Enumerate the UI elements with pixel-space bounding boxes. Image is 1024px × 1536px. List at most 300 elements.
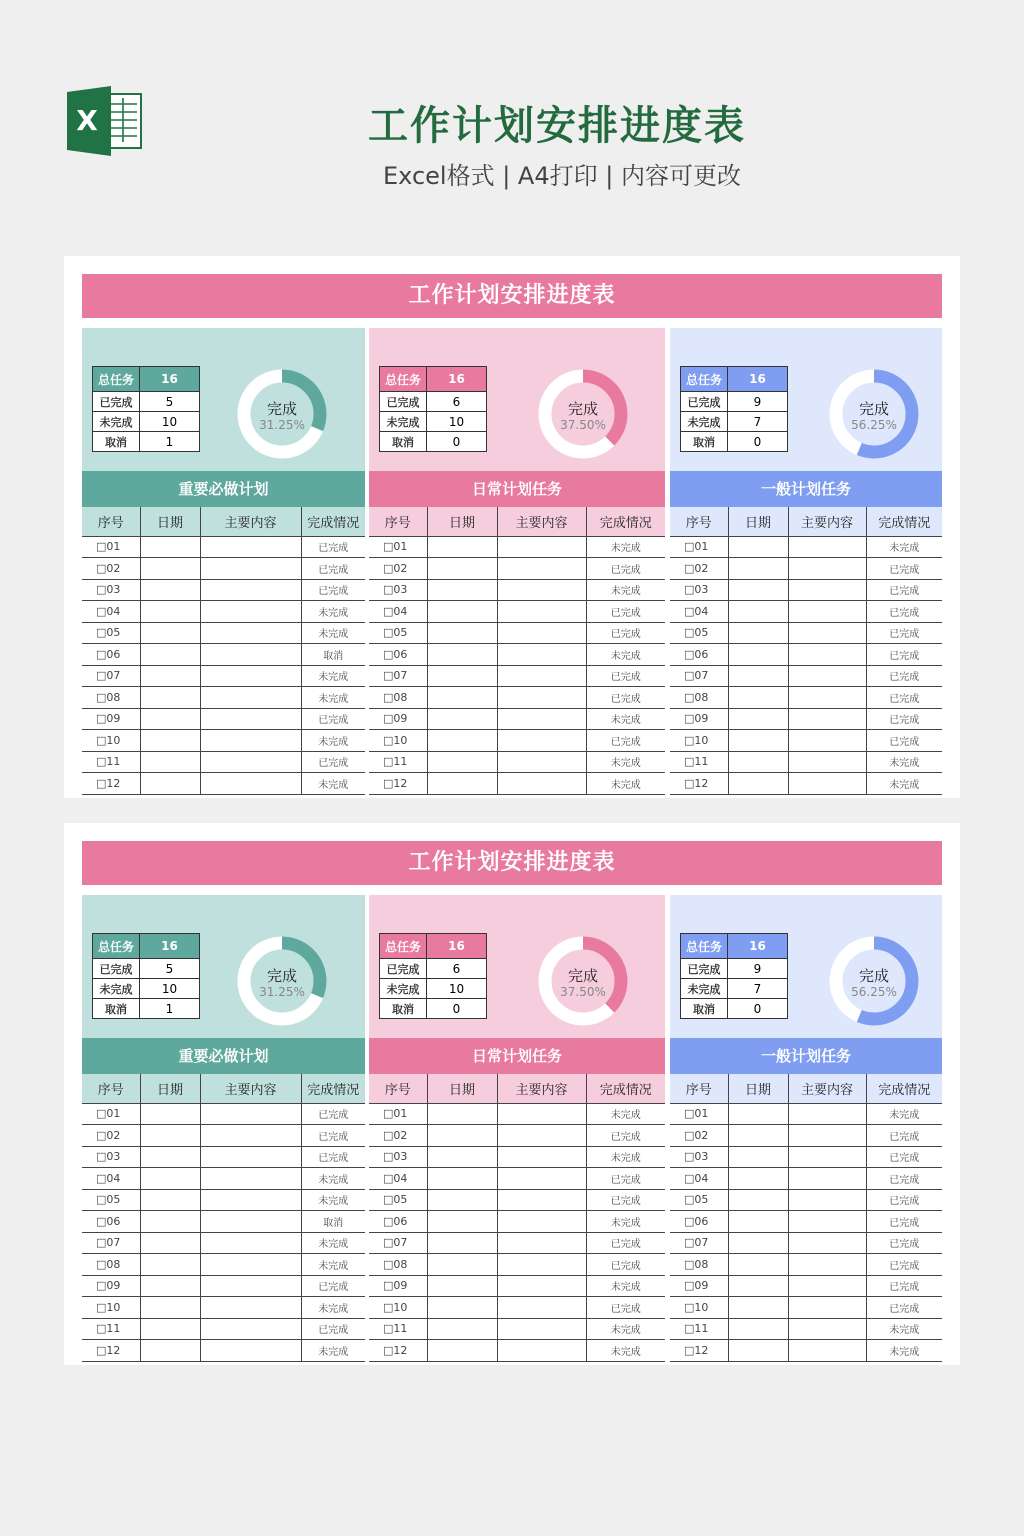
date-cell[interactable] xyxy=(140,1189,200,1211)
row-number-checkbox[interactable]: □01 xyxy=(369,536,427,558)
row-number-checkbox[interactable]: □10 xyxy=(369,1297,427,1319)
row-number-checkbox[interactable]: □11 xyxy=(670,1318,728,1340)
content-cell[interactable] xyxy=(497,1168,586,1190)
status-cell[interactable]: 已完成 xyxy=(301,1146,365,1168)
row-number-checkbox[interactable]: □10 xyxy=(82,1297,140,1319)
date-cell[interactable] xyxy=(728,773,788,795)
date-cell[interactable] xyxy=(427,1189,497,1211)
status-cell[interactable]: 已完成 xyxy=(866,558,942,580)
date-cell[interactable] xyxy=(140,558,200,580)
status-cell[interactable]: 未完成 xyxy=(586,773,665,795)
row-number-checkbox[interactable]: □07 xyxy=(670,665,728,687)
status-cell[interactable]: 已完成 xyxy=(586,1254,665,1276)
content-cell[interactable] xyxy=(200,1103,301,1125)
row-number-checkbox[interactable]: □06 xyxy=(670,644,728,666)
status-cell[interactable]: 已完成 xyxy=(301,708,365,730)
date-cell[interactable] xyxy=(140,1146,200,1168)
status-cell[interactable]: 已完成 xyxy=(586,1297,665,1319)
status-cell[interactable]: 已完成 xyxy=(301,1125,365,1147)
content-cell[interactable] xyxy=(788,1146,866,1168)
status-cell[interactable]: 未完成 xyxy=(301,665,365,687)
status-cell[interactable]: 已完成 xyxy=(866,1297,942,1319)
content-cell[interactable] xyxy=(497,579,586,601)
row-number-checkbox[interactable]: □05 xyxy=(82,622,140,644)
row-number-checkbox[interactable]: □01 xyxy=(82,536,140,558)
content-cell[interactable] xyxy=(788,1103,866,1125)
date-cell[interactable] xyxy=(140,1232,200,1254)
content-cell[interactable] xyxy=(497,1275,586,1297)
status-cell[interactable]: 未完成 xyxy=(866,536,942,558)
date-cell[interactable] xyxy=(427,644,497,666)
status-cell[interactable]: 未完成 xyxy=(586,1146,665,1168)
row-number-checkbox[interactable]: □05 xyxy=(82,1189,140,1211)
row-number-checkbox[interactable]: □07 xyxy=(670,1232,728,1254)
status-cell[interactable]: 已完成 xyxy=(586,665,665,687)
status-cell[interactable]: 取消 xyxy=(301,644,365,666)
table-row xyxy=(670,1340,942,1362)
date-cell[interactable] xyxy=(427,773,497,795)
status-cell[interactable]: 已完成 xyxy=(301,579,365,601)
date-cell[interactable] xyxy=(728,1189,788,1211)
content-cell[interactable] xyxy=(200,1232,301,1254)
status-cell[interactable]: 已完成 xyxy=(866,665,942,687)
row-number-checkbox[interactable]: □10 xyxy=(670,730,728,752)
status-cell[interactable]: 未完成 xyxy=(586,1340,665,1362)
date-cell[interactable] xyxy=(140,730,200,752)
row-number-checkbox[interactable]: □11 xyxy=(670,751,728,773)
row-number-checkbox[interactable]: □01 xyxy=(82,1103,140,1125)
content-cell[interactable] xyxy=(788,751,866,773)
row-number-checkbox[interactable]: □08 xyxy=(670,687,728,709)
row-number-checkbox[interactable]: □12 xyxy=(369,773,427,795)
content-cell[interactable] xyxy=(788,773,866,795)
date-cell[interactable] xyxy=(728,1340,788,1362)
status-cell[interactable]: 未完成 xyxy=(301,1254,365,1276)
status-cell[interactable]: 已完成 xyxy=(866,1232,942,1254)
date-cell[interactable] xyxy=(427,579,497,601)
row-number-checkbox[interactable]: □11 xyxy=(82,1318,140,1340)
content-cell[interactable] xyxy=(200,536,301,558)
status-cell[interactable]: 未完成 xyxy=(586,1103,665,1125)
row-number-checkbox[interactable]: □09 xyxy=(670,1275,728,1297)
content-cell[interactable] xyxy=(497,1340,586,1362)
row-number-checkbox[interactable]: □06 xyxy=(369,644,427,666)
row-number-checkbox[interactable]: □08 xyxy=(82,1254,140,1276)
date-cell[interactable] xyxy=(728,708,788,730)
content-cell[interactable] xyxy=(200,644,301,666)
date-cell[interactable] xyxy=(140,1340,200,1362)
row-number-checkbox[interactable]: □09 xyxy=(369,1275,427,1297)
content-cell[interactable] xyxy=(788,558,866,580)
row-number-checkbox[interactable]: □07 xyxy=(369,665,427,687)
table-row xyxy=(369,1275,665,1297)
status-cell[interactable]: 未完成 xyxy=(586,708,665,730)
date-cell[interactable] xyxy=(427,1318,497,1340)
date-cell[interactable] xyxy=(728,1146,788,1168)
row-number-checkbox[interactable]: □03 xyxy=(82,1146,140,1168)
date-cell[interactable] xyxy=(140,1125,200,1147)
date-cell[interactable] xyxy=(140,1318,200,1340)
status-cell[interactable]: 已完成 xyxy=(866,687,942,709)
content-cell[interactable] xyxy=(788,1318,866,1340)
row-number-checkbox[interactable]: □02 xyxy=(369,1125,427,1147)
content-cell[interactable] xyxy=(788,644,866,666)
status-cell[interactable]: 已完成 xyxy=(301,751,365,773)
row-number-checkbox[interactable]: □09 xyxy=(82,708,140,730)
status-cell[interactable]: 已完成 xyxy=(586,730,665,752)
content-cell[interactable] xyxy=(497,1125,586,1147)
row-number-checkbox[interactable]: □07 xyxy=(369,1232,427,1254)
status-cell[interactable]: 取消 xyxy=(301,1211,365,1233)
status-cell[interactable]: 已完成 xyxy=(301,1318,365,1340)
content-cell[interactable] xyxy=(200,1297,301,1319)
date-cell[interactable] xyxy=(140,751,200,773)
content-cell[interactable] xyxy=(497,1254,586,1276)
status-cell[interactable]: 未完成 xyxy=(586,1211,665,1233)
status-cell[interactable]: 未完成 xyxy=(301,687,365,709)
row-number-checkbox[interactable]: □11 xyxy=(369,751,427,773)
date-cell[interactable] xyxy=(728,644,788,666)
status-cell[interactable]: 未完成 xyxy=(301,1297,365,1319)
row-number-checkbox[interactable]: □02 xyxy=(82,1125,140,1147)
status-cell[interactable]: 未完成 xyxy=(301,773,365,795)
date-cell[interactable] xyxy=(427,622,497,644)
status-cell[interactable]: 已完成 xyxy=(866,644,942,666)
row-number-checkbox[interactable]: □03 xyxy=(670,579,728,601)
content-cell[interactable] xyxy=(788,687,866,709)
date-cell[interactable] xyxy=(728,536,788,558)
content-cell[interactable] xyxy=(788,1189,866,1211)
content-cell[interactable] xyxy=(497,1103,586,1125)
status-cell[interactable]: 已完成 xyxy=(866,730,942,752)
row-number-checkbox[interactable]: □10 xyxy=(670,1297,728,1319)
status-cell[interactable]: 未完成 xyxy=(866,1318,942,1340)
content-cell[interactable] xyxy=(497,665,586,687)
row-number-checkbox[interactable]: □09 xyxy=(369,708,427,730)
content-cell[interactable] xyxy=(200,1275,301,1297)
content-cell[interactable] xyxy=(497,1318,586,1340)
content-cell[interactable] xyxy=(200,579,301,601)
row-number-checkbox[interactable]: □04 xyxy=(670,1168,728,1190)
content-cell[interactable] xyxy=(200,1146,301,1168)
content-cell[interactable] xyxy=(200,773,301,795)
row-number-checkbox[interactable]: □01 xyxy=(670,1103,728,1125)
status-cell[interactable]: 已完成 xyxy=(586,1189,665,1211)
content-cell[interactable] xyxy=(497,1211,586,1233)
status-cell[interactable]: 已完成 xyxy=(586,601,665,623)
date-cell[interactable] xyxy=(140,665,200,687)
content-cell[interactable] xyxy=(788,601,866,623)
row-number-checkbox[interactable]: □02 xyxy=(82,558,140,580)
date-cell[interactable] xyxy=(140,773,200,795)
date-cell[interactable] xyxy=(427,601,497,623)
date-cell[interactable] xyxy=(140,687,200,709)
date-cell[interactable] xyxy=(427,1254,497,1276)
row-number-checkbox[interactable]: □10 xyxy=(369,730,427,752)
status-cell[interactable]: 未完成 xyxy=(301,1168,365,1190)
row-number-checkbox[interactable]: □05 xyxy=(670,1189,728,1211)
date-cell[interactable] xyxy=(427,1103,497,1125)
status-cell[interactable]: 已完成 xyxy=(586,1168,665,1190)
table-row xyxy=(82,1297,365,1319)
status-cell[interactable]: 未完成 xyxy=(586,579,665,601)
content-cell[interactable] xyxy=(200,687,301,709)
content-cell[interactable] xyxy=(497,1297,586,1319)
status-cell[interactable]: 已完成 xyxy=(586,1125,665,1147)
date-cell[interactable] xyxy=(427,1211,497,1233)
date-cell[interactable] xyxy=(140,1254,200,1276)
content-cell[interactable] xyxy=(497,1189,586,1211)
date-cell[interactable] xyxy=(728,1297,788,1319)
column-header: 序号 xyxy=(670,1074,728,1103)
table-row xyxy=(369,1297,665,1319)
content-cell[interactable] xyxy=(200,601,301,623)
status-cell[interactable]: 已完成 xyxy=(866,1275,942,1297)
status-cell[interactable]: 已完成 xyxy=(586,687,665,709)
stat-label: 已完成 xyxy=(380,959,427,979)
date-cell[interactable] xyxy=(728,622,788,644)
content-cell[interactable] xyxy=(200,1168,301,1190)
row-number-checkbox[interactable]: □06 xyxy=(670,1211,728,1233)
row-number-checkbox[interactable]: □05 xyxy=(670,622,728,644)
row-number-checkbox[interactable]: □05 xyxy=(369,1189,427,1211)
row-number-checkbox[interactable]: □01 xyxy=(369,1103,427,1125)
date-cell[interactable] xyxy=(427,687,497,709)
content-cell[interactable] xyxy=(497,558,586,580)
row-number-checkbox[interactable]: □12 xyxy=(670,773,728,795)
row-number-checkbox[interactable]: □04 xyxy=(369,1168,427,1190)
row-number-checkbox[interactable]: □04 xyxy=(369,601,427,623)
status-cell[interactable]: 已完成 xyxy=(866,1254,942,1276)
section-title: 日常计划任务 xyxy=(369,471,665,507)
row-number-checkbox[interactable]: □12 xyxy=(82,773,140,795)
date-cell[interactable] xyxy=(140,579,200,601)
date-cell[interactable] xyxy=(140,708,200,730)
content-cell[interactable] xyxy=(200,1189,301,1211)
date-cell[interactable] xyxy=(728,665,788,687)
content-cell[interactable] xyxy=(497,730,586,752)
content-cell[interactable] xyxy=(200,622,301,644)
date-cell[interactable] xyxy=(728,1125,788,1147)
row-number-checkbox[interactable]: □03 xyxy=(82,579,140,601)
row-number-checkbox[interactable]: □05 xyxy=(369,622,427,644)
date-cell[interactable] xyxy=(728,687,788,709)
row-number-checkbox[interactable]: □03 xyxy=(670,1146,728,1168)
row-number-checkbox[interactable]: □04 xyxy=(82,1168,140,1190)
status-cell[interactable]: 已完成 xyxy=(866,1189,942,1211)
date-cell[interactable] xyxy=(140,1168,200,1190)
content-cell[interactable] xyxy=(497,708,586,730)
content-cell[interactable] xyxy=(788,622,866,644)
date-cell[interactable] xyxy=(728,1211,788,1233)
status-cell[interactable]: 已完成 xyxy=(866,601,942,623)
content-cell[interactable] xyxy=(200,730,301,752)
date-cell[interactable] xyxy=(140,536,200,558)
row-number-checkbox[interactable]: □08 xyxy=(82,687,140,709)
status-cell[interactable]: 未完成 xyxy=(301,730,365,752)
status-cell[interactable]: 未完成 xyxy=(301,622,365,644)
status-cell[interactable]: 已完成 xyxy=(866,1211,942,1233)
row-number-checkbox[interactable]: □08 xyxy=(369,1254,427,1276)
row-number-checkbox[interactable]: □06 xyxy=(369,1211,427,1233)
date-cell[interactable] xyxy=(728,1168,788,1190)
content-cell[interactable] xyxy=(788,708,866,730)
row-number-checkbox[interactable]: □09 xyxy=(670,708,728,730)
content-cell[interactable] xyxy=(788,665,866,687)
status-cell[interactable]: 已完成 xyxy=(866,622,942,644)
content-cell[interactable] xyxy=(200,708,301,730)
date-cell[interactable] xyxy=(140,601,200,623)
date-cell[interactable] xyxy=(728,1232,788,1254)
content-cell[interactable] xyxy=(788,730,866,752)
date-cell[interactable] xyxy=(140,1103,200,1125)
table-row xyxy=(670,687,942,709)
content-cell[interactable] xyxy=(497,687,586,709)
date-cell[interactable] xyxy=(728,751,788,773)
content-cell[interactable] xyxy=(788,1275,866,1297)
table-row xyxy=(82,558,365,580)
table-row xyxy=(670,1189,942,1211)
row-number-checkbox[interactable]: □03 xyxy=(369,579,427,601)
status-cell[interactable]: 未完成 xyxy=(301,601,365,623)
status-cell[interactable]: 未完成 xyxy=(586,751,665,773)
status-cell[interactable]: 未完成 xyxy=(586,644,665,666)
row-number-checkbox[interactable]: □11 xyxy=(82,751,140,773)
date-cell[interactable] xyxy=(140,1211,200,1233)
content-cell[interactable] xyxy=(788,1340,866,1362)
status-cell[interactable]: 未完成 xyxy=(586,536,665,558)
date-cell[interactable] xyxy=(728,1254,788,1276)
content-cell[interactable] xyxy=(200,1340,301,1362)
date-cell[interactable] xyxy=(728,1103,788,1125)
date-cell[interactable] xyxy=(427,1125,497,1147)
content-cell[interactable] xyxy=(788,1211,866,1233)
status-cell[interactable]: 已完成 xyxy=(866,1146,942,1168)
date-cell[interactable] xyxy=(427,1232,497,1254)
content-cell[interactable] xyxy=(788,1297,866,1319)
row-number-checkbox[interactable]: □09 xyxy=(82,1275,140,1297)
status-cell[interactable]: 未完成 xyxy=(866,1103,942,1125)
content-cell[interactable] xyxy=(497,536,586,558)
content-cell[interactable] xyxy=(497,751,586,773)
row-number-checkbox[interactable]: □04 xyxy=(82,601,140,623)
row-number-checkbox[interactable]: □06 xyxy=(82,1211,140,1233)
status-cell[interactable]: 未完成 xyxy=(586,1318,665,1340)
content-cell[interactable] xyxy=(788,579,866,601)
content-cell[interactable] xyxy=(497,622,586,644)
stat-value: 7 xyxy=(728,979,788,999)
status-cell[interactable]: 已完成 xyxy=(301,536,365,558)
date-cell[interactable] xyxy=(140,644,200,666)
row-number-checkbox[interactable]: □01 xyxy=(670,536,728,558)
row-number-checkbox[interactable]: □02 xyxy=(670,558,728,580)
content-cell[interactable] xyxy=(200,1125,301,1147)
date-cell[interactable] xyxy=(728,601,788,623)
row-number-checkbox[interactable]: □04 xyxy=(670,601,728,623)
content-cell[interactable] xyxy=(497,1232,586,1254)
row-number-checkbox[interactable]: □10 xyxy=(82,730,140,752)
status-cell[interactable]: 已完成 xyxy=(301,1275,365,1297)
status-cell[interactable]: 未完成 xyxy=(866,1340,942,1362)
row-number-checkbox[interactable]: □12 xyxy=(369,1340,427,1362)
status-cell[interactable]: 未完成 xyxy=(866,751,942,773)
date-cell[interactable] xyxy=(140,622,200,644)
date-cell[interactable] xyxy=(140,1275,200,1297)
date-cell[interactable] xyxy=(427,1297,497,1319)
status-cell[interactable]: 已完成 xyxy=(866,579,942,601)
row-number-checkbox[interactable]: □02 xyxy=(670,1125,728,1147)
row-number-checkbox[interactable]: □11 xyxy=(369,1318,427,1340)
status-cell[interactable]: 未完成 xyxy=(301,1340,365,1362)
status-cell[interactable]: 已完成 xyxy=(586,558,665,580)
date-cell[interactable] xyxy=(728,730,788,752)
content-cell[interactable] xyxy=(497,1146,586,1168)
content-cell[interactable] xyxy=(497,773,586,795)
date-cell[interactable] xyxy=(427,730,497,752)
status-cell[interactable]: 已完成 xyxy=(866,1168,942,1190)
content-cell[interactable] xyxy=(200,1254,301,1276)
row-number-checkbox[interactable]: □07 xyxy=(82,1232,140,1254)
row-number-checkbox[interactable]: □08 xyxy=(369,687,427,709)
status-cell[interactable]: 未完成 xyxy=(866,773,942,795)
row-number-checkbox[interactable]: □02 xyxy=(369,558,427,580)
content-cell[interactable] xyxy=(200,1211,301,1233)
row-number-checkbox[interactable]: □12 xyxy=(82,1340,140,1362)
row-number-checkbox[interactable]: □12 xyxy=(670,1340,728,1362)
status-cell[interactable]: 已完成 xyxy=(586,622,665,644)
content-cell[interactable] xyxy=(200,665,301,687)
date-cell[interactable] xyxy=(427,558,497,580)
content-cell[interactable] xyxy=(788,1125,866,1147)
date-cell[interactable] xyxy=(427,536,497,558)
date-cell[interactable] xyxy=(427,751,497,773)
date-cell[interactable] xyxy=(728,558,788,580)
date-cell[interactable] xyxy=(728,1275,788,1297)
date-cell[interactable] xyxy=(427,1275,497,1297)
date-cell[interactable] xyxy=(140,1297,200,1319)
content-cell[interactable] xyxy=(788,536,866,558)
row-number-checkbox[interactable]: □03 xyxy=(369,1146,427,1168)
content-cell[interactable] xyxy=(788,1232,866,1254)
status-cell[interactable]: 未完成 xyxy=(301,1232,365,1254)
status-cell[interactable]: 已完成 xyxy=(301,558,365,580)
content-cell[interactable] xyxy=(788,1168,866,1190)
date-cell[interactable] xyxy=(427,1146,497,1168)
date-cell[interactable] xyxy=(427,708,497,730)
status-cell[interactable]: 未完成 xyxy=(586,1275,665,1297)
content-cell[interactable] xyxy=(788,1254,866,1276)
row-number-checkbox[interactable]: □07 xyxy=(82,665,140,687)
content-cell[interactable] xyxy=(200,751,301,773)
content-cell[interactable] xyxy=(200,558,301,580)
status-cell[interactable]: 未完成 xyxy=(301,1189,365,1211)
status-cell[interactable]: 已完成 xyxy=(301,1103,365,1125)
content-cell[interactable] xyxy=(200,1318,301,1340)
status-cell[interactable]: 已完成 xyxy=(866,708,942,730)
date-cell[interactable] xyxy=(427,1340,497,1362)
status-cell[interactable]: 已完成 xyxy=(866,1125,942,1147)
date-cell[interactable] xyxy=(728,1318,788,1340)
row-number-checkbox[interactable]: □08 xyxy=(670,1254,728,1276)
row-number-checkbox[interactable]: □06 xyxy=(82,644,140,666)
date-cell[interactable] xyxy=(427,1168,497,1190)
status-cell[interactable]: 已完成 xyxy=(586,1232,665,1254)
date-cell[interactable] xyxy=(427,665,497,687)
content-cell[interactable] xyxy=(497,601,586,623)
column-header: 序号 xyxy=(82,1074,140,1103)
content-cell[interactable] xyxy=(497,644,586,666)
date-cell[interactable] xyxy=(728,579,788,601)
